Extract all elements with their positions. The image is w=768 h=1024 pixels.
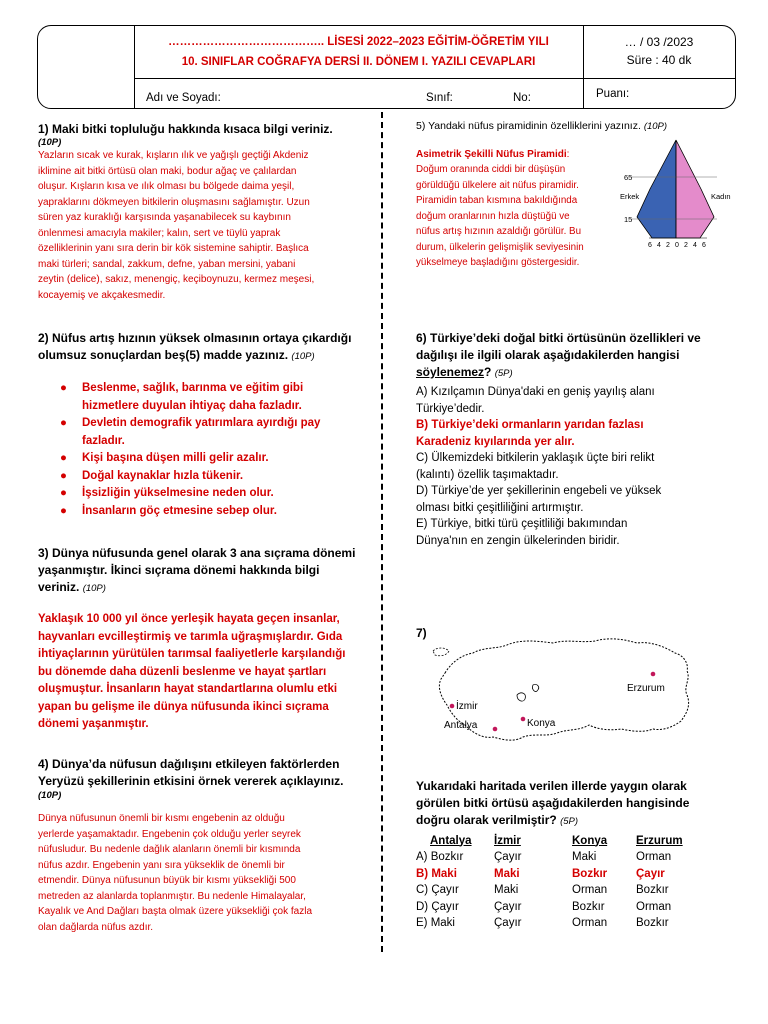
answer-line: nüfusludur. Bu nedenle dağlık alanların önemli bir kısmında	[38, 844, 301, 855]
table-cell: D) Çayır	[416, 900, 459, 913]
list-item: ● Doğal kaynaklar hızla tükenir.	[56, 468, 374, 486]
table-row	[416, 882, 706, 899]
answer-line: yapan bu gelişme ile dünya nüfusunda ikinci sıçrama	[38, 700, 329, 713]
answer-line: nüfus azdır. Engebenin yanı sıra yükseklik de önemli bir	[38, 859, 285, 871]
header-divider	[134, 78, 583, 79]
list-item: ● İnsanların göç etmesine sebep olur.	[56, 503, 374, 521]
bullet-icon: ●	[60, 487, 67, 499]
question-4	[38, 756, 378, 935]
column-header-antalya: Antalya	[430, 834, 472, 847]
answer-line: nüfus artış hızının azaldığı görülür. Bu	[416, 226, 582, 237]
header-divider	[583, 78, 735, 79]
bullet-icon: ●	[60, 504, 67, 517]
question-7-number: 7)	[416, 626, 427, 640]
pyramid-tick: 2	[666, 242, 670, 249]
answer-line: Piramidin taban kısmına bakıldığında	[416, 195, 578, 206]
table-cell: Maki	[494, 867, 520, 880]
answer-option: A) Kızılçamın Dünya'daki en geniş yayılış alanı Türkiye’dedir.	[416, 386, 655, 415]
question-1-answer	[38, 148, 374, 303]
table-row	[416, 899, 706, 916]
answer-line: yerlerde yaşamaktadır. Engebenin çok olduğu yerler seyrek	[38, 828, 301, 840]
answer-option: E) Türkiye, bitki türü çeşitliliği bakımından Dünya'nın en zengin ülkelerinden biridir.	[416, 518, 628, 547]
answer-line: doğum oranlarının hızla düştüğü ve	[416, 210, 570, 222]
table-cell: Çayır	[494, 917, 522, 930]
table-cell: Orman	[572, 884, 608, 897]
list-item: ● Kişi başına düşen milli gelir azalır.	[56, 450, 374, 468]
answer-line: ihtiyaçlarının yürütülen tarımsal faaliyetlerle karşılandığı	[38, 648, 346, 660]
table-cell: E) Maki	[416, 917, 455, 930]
table-cell: C) Çayır	[416, 884, 459, 897]
answer-line: oluşur. Kışların kısa ve ılık olması bu bölgede daima yeşil,	[38, 181, 295, 192]
izmir-label: İzmir	[456, 701, 478, 712]
question-7-text: Yukarıdaki haritada verilen illerde yaygın olarak görülen bitki örtüsü aşağıdakilerden hangisinde doğru olarak verilmiştir? (5P)	[416, 779, 690, 827]
column-header-konya: Konya	[572, 834, 608, 847]
answer-line: bu dönemde daha düzenli beslenme ve hayat şartları	[38, 665, 327, 678]
answer-line: hayvanları evcilleştirmiş ve tarımla uğraşmışlardır. Gıda	[38, 630, 343, 643]
answer-line: kocayemiş ve akçakesmedir.	[38, 289, 166, 301]
pyramid-female-label: Kadın	[711, 192, 731, 201]
question-3-text: 3) Dünya nüfusunda genel olarak 3 ana sıçrama dönemi yaşanmıştır. İkinci sıçrama dönemi hakkında bilgi veriniz. (10P)	[38, 546, 356, 594]
konya-marker	[521, 717, 526, 722]
question-4-answer	[38, 811, 378, 935]
bullet-icon: ●	[60, 417, 67, 429]
answer-line: yapraklarını dökmeyen bitkilerin oluşmasını sağlamıştır. Uzun	[38, 196, 310, 208]
exam-duration: Süre : 40 dk	[626, 53, 692, 67]
erzurum-label: Erzurum	[627, 683, 665, 694]
table-row	[416, 866, 706, 883]
pyramid-tick: 6	[648, 242, 652, 249]
bullet-icon: ●	[60, 452, 67, 464]
answer-line: olan dağlarda nüfus azdır.	[38, 921, 154, 933]
question-1-text: 1) Maki bitki topluluğu hakkında kısaca bilgi veriniz.	[38, 122, 333, 136]
lake-outline	[517, 693, 525, 701]
answer-line: etmendir. Dünya nüfusunun büyük bir kısmı yüksekliği 500	[38, 875, 296, 886]
question-1	[38, 121, 374, 303]
pyramid-male-half	[637, 140, 676, 238]
answer-line: iklimine ait bitki örtüsü olan maki, bodur ağaç ve çalılardan	[38, 165, 297, 177]
list-item: ● İşsizliğin yükselmesine neden olur.	[56, 485, 374, 503]
pyramid-tick: 4	[657, 242, 661, 249]
table-row	[416, 849, 706, 866]
table-cell: Orman	[636, 900, 672, 913]
answer-line: Kayalık ve And Dağları başta olmak üzere yüksekliği çok fazla	[38, 906, 313, 917]
column-header-erzurum: Erzurum	[636, 834, 683, 847]
answer-line: önlenmesi amacıyla makiler; kalın, sert ve tüylü yaprak	[38, 227, 281, 239]
table-cell: Çayır	[636, 867, 665, 880]
answer-line: Dünya nüfusunun önemli bir kısmı engebenin az olduğu	[38, 813, 285, 824]
pyramid-tick: 2	[684, 242, 688, 249]
table-cell: Bozkır	[636, 917, 669, 930]
antalya-marker	[493, 727, 498, 732]
pyramid-age-15-label: 15	[624, 215, 633, 224]
table-cell: Bozkır	[572, 900, 605, 913]
exam-title: 10. SINIFLAR COĞRAFYA DERSİ II. DÖNEM I. YAZILI CEVAPLARI	[181, 56, 536, 68]
number-field-label: No:	[513, 92, 531, 104]
question-2-text: 2) Nüfus artış hızının yüksek olmasının ortaya çıkardığı olumsuz sonuçlardan beş(5) madde yazınız. (10P)	[38, 331, 352, 362]
question-2	[38, 330, 374, 520]
answer-line: süren yaz kuraklığı karşısında yaşanabilecek su kaybının	[38, 212, 291, 223]
question-1-points: (10P)	[38, 137, 62, 148]
answer-line: durum, ülkelerin gelişmişlik seviyesinin	[416, 241, 584, 253]
list-item: ● Beslenme, sağlık, barınma ve eğitim gibi hizmetlere duyulan ihtiyaç daha fazladır.	[60, 382, 304, 412]
answer-line: oluşmuştur. İnsanların hayat standartlarına olumlu etki	[38, 683, 338, 695]
answer-line: zeytin (delice), sakız, menengiç, keçiboynuzu, kermez meşesi,	[38, 274, 315, 285]
exam-header	[37, 25, 736, 109]
list-item: ● Devletin demografik yatırımlara ayırdığı pay fazladır.	[60, 417, 321, 447]
name-field-label: Adı ve Soyadı:	[146, 92, 221, 104]
pyramid-female-half	[676, 140, 714, 238]
table-header-row	[416, 832, 706, 849]
answer-line: maki türleri; sandal, zakkum, defne, yaban mersini, yabani	[38, 258, 296, 270]
answer-option: D) Türkiye’de yer şekillerinin engebeli ve yüksek olması bitki çeşitliliğini artırmıştır.	[416, 485, 662, 514]
answer-line: özelliklerinin yanı sıra derin bir kök sistemine sahiptir. Başlıca	[38, 243, 309, 254]
question-7	[416, 778, 751, 932]
pyramid-tick: 6	[702, 242, 706, 249]
table-cell: Bozkır	[636, 884, 669, 897]
answer-line: Yaklaşık 10 000 yıl önce yerleşik hayata geçen insanlar,	[38, 613, 340, 625]
bullet-icon: ●	[60, 382, 67, 394]
question-4-points: (10P)	[38, 790, 62, 801]
question-3-answer	[38, 611, 374, 734]
table-cell: Çayır	[494, 900, 522, 913]
question-6-text: 6) Türkiye’deki doğal bitki örtüsünün özellikleri ve dağılışı ile ilgili olarak aşağıdakilerden hangisi söylenemez? (5P)	[416, 331, 701, 379]
turkey-map	[425, 633, 700, 751]
table-row	[416, 915, 706, 932]
answer-line: dönemi yaşanmıştır.	[38, 718, 149, 730]
table-cell: Maki	[572, 851, 597, 864]
bullet-icon: ●	[60, 469, 67, 482]
score-field-label: Puanı:	[596, 88, 630, 100]
konya-label: Konya	[527, 718, 556, 729]
question-4-text: 4) Dünya’da nüfusun dağılışını etkileyen faktörlerden Yeryüzü şekillerinin etkisini örnek vererek açıklayınız.	[38, 757, 344, 788]
table-cell: Bozkır	[572, 867, 608, 880]
question-2-answer-list	[56, 380, 374, 520]
question-5-answer: Asimetrik Şekilli Nüfus Piramidi: Doğum oranında ciddi bir düşüşün görüldüğü ülkelere ait nüfus piramidir. Piramidin taban kısmına bakıldığında doğum oranlarının hızla düştüğü ve nüfus artış hızının azaldığı görülür. Bu durum, ülkelerin gelişmişlik seviyesinin yükselmeye başladığını göstergesidir.	[416, 148, 626, 271]
pyramid-tick: 0	[675, 242, 679, 249]
pyramid-tick: 4	[693, 242, 697, 249]
table-cell: A) Bozkır	[416, 851, 464, 864]
population-pyramid	[616, 135, 741, 253]
izmir-marker	[450, 704, 455, 709]
column-divider	[381, 112, 383, 952]
pyramid-male-label: Erkek	[620, 192, 640, 201]
exam-date: … / 03 /2023	[624, 35, 694, 49]
table-cell: Maki	[494, 884, 519, 897]
answer-option: C) Ülkemizdeki bitkilerin yaklaşık üçte biri relikt (kalıntı) özellik taşımaktadır.	[416, 452, 655, 481]
school-title: ………………………………….. LİSESİ 2022–2023 EĞİTİM-ÖĞRETİM YILI	[168, 36, 549, 48]
answer-line: Doğum oranında ciddi bir düşüşün	[416, 164, 566, 175]
answer-line: yükselmeye başladığını göstergesidir.	[416, 257, 580, 268]
question-3	[38, 545, 374, 734]
question-5	[416, 120, 746, 132]
table-cell: Çayır	[494, 851, 522, 864]
question-7-options-table	[416, 832, 706, 932]
table-cell: Orman	[636, 851, 672, 864]
answer-option: B) Türkiye’deki ormanların yarıdan fazlası Karadeniz kıyılarında yer alır.	[416, 419, 644, 448]
table-cell: B) Maki	[416, 867, 457, 880]
antalya-label: Antalya	[444, 720, 478, 731]
question-6	[416, 330, 751, 549]
answer-line: metreden az alanlarda toplanmıştır. Bu nedenle Himalayalar,	[38, 890, 306, 902]
question-6-options	[416, 384, 751, 549]
table-cell: Orman	[572, 917, 608, 930]
lake-outline	[532, 684, 538, 691]
erzurum-marker	[651, 672, 656, 677]
thrace-outline	[433, 648, 449, 656]
class-field-label: Sınıf:	[426, 92, 453, 104]
question-5-text: 5) Yandaki nüfus piramidinin özelliklerini yazınız. (10P)	[416, 120, 668, 132]
answer-line: görüldüğü ülkelere ait nüfus piramidir.	[416, 179, 579, 191]
column-header-izmir: İzmir	[494, 834, 521, 847]
answer-line: Yazların sıcak ve kurak, kışların ılık ve yağışlı geçtiği Akdeniz	[38, 150, 309, 161]
pyramid-axis-ticks	[648, 242, 706, 249]
pyramid-age-65-label: 65	[624, 173, 633, 182]
